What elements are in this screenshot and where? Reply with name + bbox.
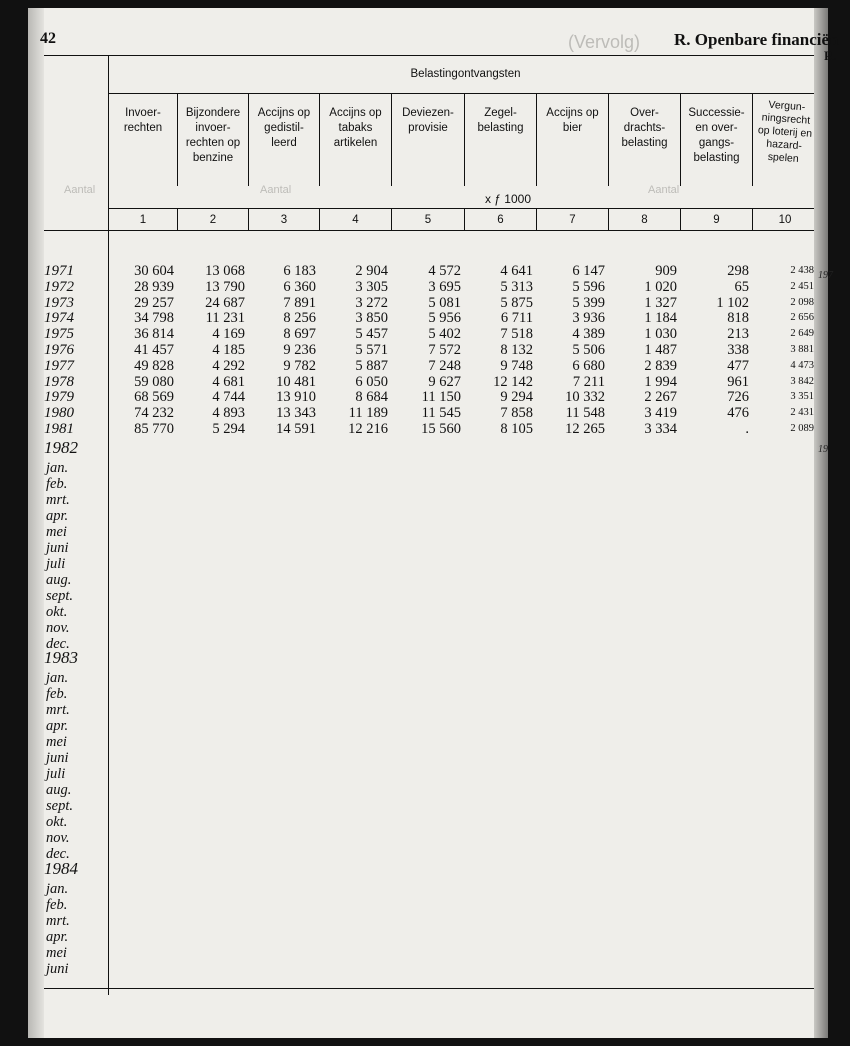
column-header-line: Deviezen- [402, 107, 454, 119]
column-header-6 [465, 106, 536, 136]
column-header-8 [609, 106, 680, 151]
table-cell: 11 150 [421, 389, 461, 406]
column-header-line: gangs- [698, 137, 735, 149]
column-header-line: Accijns op [329, 107, 382, 119]
table-cell: 30 604 [134, 263, 174, 279]
column-number: 10 [778, 214, 792, 226]
table-cell: 2 098 [790, 296, 814, 308]
table-cell: 41 457 [134, 342, 174, 358]
table-cell: 8 132 [500, 342, 533, 358]
table-cell: 7 891 [283, 294, 316, 311]
table-cell: 3 419 [644, 405, 677, 422]
table-cell: 2 839 [644, 357, 677, 374]
table-cell: 5 294 [212, 421, 245, 437]
table-cell: 34 798 [134, 310, 174, 327]
month-label: mrt. [46, 913, 70, 929]
month-label: feb. [46, 476, 68, 492]
table-cell: 85 770 [134, 421, 174, 437]
month-label: mrt. [46, 492, 70, 508]
column-number: 4 [352, 214, 359, 226]
table-cell: 6 147 [572, 263, 605, 279]
month-label: feb. [46, 897, 68, 913]
table-cell: 4 744 [212, 389, 245, 406]
group-title: Belastingontvangsten [410, 68, 521, 80]
column-header-line: artikelen [333, 137, 378, 149]
row-year-label: 1978 [44, 373, 74, 390]
table-cell: 7 858 [500, 405, 533, 422]
table-cell: 68 569 [134, 389, 174, 406]
month-label: juli [46, 766, 66, 782]
table-cell: 29 257 [134, 294, 174, 311]
table-cell: 4 389 [572, 326, 605, 343]
month-label: jan. [46, 670, 69, 686]
clipped-text: 19 [818, 444, 828, 455]
column-header-line: Accijns op [546, 107, 599, 119]
table-cell: 5 402 [428, 326, 461, 343]
show-through-text: Aantal [648, 184, 680, 196]
column-header-line: hazard- [765, 137, 803, 153]
table-bottom-rule [44, 988, 814, 989]
column-header-line: belasting [477, 122, 524, 134]
column-number: 9 [713, 214, 720, 226]
table-cell: 3 695 [428, 278, 461, 295]
table-cell: 11 545 [421, 405, 461, 422]
month-label: mrt. [46, 702, 70, 718]
table-cell: 338 [727, 342, 749, 358]
table-cell: 13 343 [276, 405, 316, 422]
row-year-label: 1975 [44, 326, 74, 343]
column-number: 3 [280, 214, 288, 226]
table-cell: 818 [727, 310, 749, 327]
page [28, 8, 839, 1038]
table-cell: 13 790 [205, 278, 245, 295]
table-cell: 5 596 [572, 278, 605, 295]
table-cell: 1 487 [644, 342, 677, 358]
column-header-line: spelen [767, 150, 800, 166]
page-curl-edge [814, 8, 828, 1038]
column-number: 7 [569, 214, 576, 226]
month-label: nov. [46, 620, 70, 636]
table-cell: 2 431 [790, 407, 814, 419]
column-header-line: invoer- [195, 122, 231, 134]
table-cell: 12 142 [493, 373, 533, 390]
month-label: dec. [46, 846, 70, 862]
row-year-label: 1976 [44, 342, 74, 358]
column-header-line: provisie [408, 122, 448, 134]
column-header-line: drachts- [623, 122, 666, 134]
month-label: apr. [46, 718, 69, 734]
stub-rule [108, 55, 109, 995]
table-cell: 3 351 [790, 391, 814, 403]
month-label: nov. [46, 830, 70, 846]
month-label: juli [46, 556, 66, 572]
table-cell: 5 081 [428, 294, 461, 311]
column-number: 8 [641, 214, 648, 226]
column-header-line: belasting [621, 137, 668, 149]
table-cell: 10 332 [565, 389, 605, 406]
month-label: mei [46, 524, 67, 540]
row-year-label: 1971 [44, 263, 74, 279]
row-year-label: 1977 [44, 357, 74, 374]
table-cell: 4 572 [428, 263, 461, 279]
group-rule [108, 93, 814, 94]
table-cell: 2 089 [790, 423, 814, 434]
table-cell: 11 189 [348, 405, 388, 422]
month-label: apr. [46, 929, 69, 945]
table-cell: 59 080 [134, 373, 174, 390]
clipped-text: 197 [818, 270, 833, 281]
table-cell: 9 627 [428, 373, 461, 390]
table-cell: 4 473 [790, 359, 814, 371]
month-label: juni [46, 750, 69, 766]
table-cell: 3 842 [790, 375, 814, 387]
table-cell: 7 211 [572, 373, 605, 390]
month-label: feb. [46, 686, 68, 702]
row-year-label: 1974 [44, 310, 74, 327]
table-cell: 5 887 [355, 357, 388, 374]
table-cell: 12 265 [565, 421, 605, 437]
table-cell: 13 068 [205, 263, 245, 279]
table-cell: 1 184 [644, 310, 677, 327]
table-cell: 5 399 [572, 294, 605, 311]
column-header-line: benzine [192, 152, 234, 164]
table-cell: 8 684 [355, 389, 388, 406]
table-cell: 6 680 [572, 357, 605, 374]
column-number: 6 [497, 214, 504, 226]
table-cell: 4 185 [212, 342, 245, 358]
table-cell: 5 956 [428, 310, 461, 327]
page-number: 42 [40, 30, 56, 47]
column-header-line: en over- [695, 122, 738, 134]
month-label: sept. [46, 798, 73, 814]
table-cell: 1 327 [644, 294, 677, 311]
month-label: dec. [46, 636, 70, 652]
table-cell: 4 681 [212, 373, 245, 390]
table-cell: 909 [655, 263, 677, 279]
column-header-line: belasting [693, 152, 740, 164]
table-cell: 6 711 [500, 310, 533, 327]
table-cell: 6 050 [355, 373, 388, 390]
column-header-line: tabaks [338, 122, 373, 134]
table-cell: 11 548 [565, 405, 605, 422]
header-bottom-rule [44, 230, 814, 231]
column-header-line: leerd [271, 137, 297, 149]
column-header-line: Zegel- [484, 107, 517, 119]
table-cell: 5 457 [355, 326, 388, 343]
table-cell: 3 272 [355, 294, 388, 311]
column-header-line: bier [562, 122, 583, 134]
table-cell: 2 267 [644, 389, 677, 406]
table-cell: 6 360 [283, 278, 316, 295]
month-label: mei [46, 734, 67, 750]
month-label: mei [46, 945, 67, 961]
table-cell: 4 292 [212, 357, 245, 374]
unit-label: x ƒ 1000 [484, 192, 532, 206]
month-label: okt. [46, 814, 68, 830]
table-cell: 8 105 [500, 421, 533, 437]
binding-gutter [28, 8, 44, 1038]
month-label: apr. [46, 508, 69, 524]
column-header-line: rechten op [185, 137, 241, 149]
column-number: 1 [139, 214, 147, 226]
table-cell: 9 748 [500, 357, 533, 374]
table-cell: 4 893 [212, 405, 245, 422]
table-cell: 726 [727, 389, 749, 406]
column-number: 5 [424, 214, 432, 226]
table-cell: 476 [727, 405, 749, 422]
column-header-line: Successie- [688, 107, 745, 119]
table-cell: 74 232 [134, 405, 174, 422]
column-header-4 [320, 106, 391, 151]
column-header-line: gedistil- [264, 122, 304, 134]
table-cell: 3 334 [644, 421, 677, 437]
table-cell: 7 572 [428, 342, 461, 358]
table-cell: 3 881 [790, 344, 814, 355]
column-header-line: Accijns op [257, 107, 311, 119]
column-header-line: Vergun- [768, 98, 806, 114]
table-cell: 7 518 [500, 326, 533, 343]
table-cell: 4 169 [212, 326, 245, 343]
row-year-label: 1972 [44, 278, 74, 295]
table-cell: 2 649 [790, 328, 814, 340]
month-label: jan. [46, 460, 69, 476]
unit-rule [108, 208, 814, 209]
table-cell: 2 438 [790, 265, 814, 276]
table-cell: 1 020 [644, 278, 677, 295]
show-through-text: Aantal [260, 184, 292, 196]
table-cell: 24 687 [205, 294, 245, 311]
table-cell: 8 256 [283, 310, 316, 327]
column-header-9 [681, 106, 752, 166]
section-heading: R. Openbare financiën [674, 30, 839, 49]
table-cell: 961 [727, 373, 749, 390]
table-cell: 8 697 [283, 326, 316, 343]
month-label: okt. [46, 604, 68, 620]
table-cell: 5 875 [500, 294, 533, 311]
column-header-3 [249, 106, 319, 151]
table-cell: 15 560 [421, 421, 461, 437]
table-cell: 28 939 [134, 278, 174, 295]
show-through-text: (Vervolg) [568, 32, 641, 52]
month-label: juni [46, 961, 69, 977]
table-cell: 3 305 [355, 278, 388, 295]
column-header-line: rechten [123, 122, 163, 134]
month-label: juni [46, 540, 69, 556]
column-header-line: Bijzondere [185, 107, 241, 119]
column-header-7 [537, 106, 608, 136]
table-cell: 11 231 [205, 310, 245, 327]
table-cell: 2 451 [790, 280, 814, 292]
column-header-5 [392, 106, 464, 136]
table-cell: 12 216 [348, 421, 388, 437]
col-divider [752, 208, 753, 230]
column-number: 2 [209, 214, 217, 226]
table-cell: 4 641 [500, 263, 533, 279]
table-cell: 477 [727, 357, 749, 374]
table-top-rule [44, 55, 814, 56]
month-label: jan. [46, 881, 69, 897]
next-page-heading: R. [824, 48, 837, 63]
table-cell: 1 030 [644, 326, 677, 343]
table-cell: 5 313 [500, 278, 533, 295]
row-year-label: 1973 [44, 294, 74, 311]
table-cell: 3 850 [355, 310, 388, 327]
column-header-line: Invoer- [125, 107, 161, 119]
table-cell: 1 102 [716, 294, 749, 311]
show-through-text: Aantal [64, 184, 96, 196]
year-heading-1983: 1983 [44, 648, 78, 667]
table-cell: 2 904 [355, 263, 388, 279]
month-label: sept. [46, 588, 73, 604]
table-cell: 3 936 [572, 310, 605, 327]
year-heading-1982: 1982 [44, 438, 78, 457]
column-header-line: op loterij en [757, 124, 813, 140]
table-cell: 49 828 [134, 357, 174, 374]
column-header-line: ningsrecht [761, 111, 811, 127]
row-year-label: 1980 [44, 405, 74, 422]
table-cell: 213 [727, 326, 749, 343]
table-cell: 10 481 [276, 373, 316, 390]
table-cell: 9 236 [283, 342, 316, 358]
table-cell: 9 294 [500, 389, 533, 406]
table-cell: 9 782 [283, 357, 316, 374]
table-cell: 6 183 [283, 263, 316, 279]
year-heading-1984: 1984 [44, 859, 78, 878]
table-cell: 36 814 [134, 326, 174, 343]
column-header-2 [178, 106, 248, 166]
table-cell: 5 506 [572, 342, 605, 358]
month-label: aug. [46, 782, 72, 798]
column-header-line: Over- [630, 107, 659, 119]
row-year-label: 1981 [44, 421, 74, 437]
column-header-1 [110, 106, 176, 136]
table-cell: 5 571 [355, 342, 388, 358]
table-cell: 298 [727, 263, 749, 279]
table-cell: 1 994 [644, 373, 677, 390]
table-cell: 65 [734, 278, 749, 295]
month-label: aug. [46, 572, 72, 588]
table-cell: 7 248 [428, 357, 461, 374]
row-year-label: 1979 [44, 389, 74, 406]
table-cell: 2 656 [790, 312, 814, 324]
table-cell: . [745, 421, 749, 437]
table-cell: 13 910 [276, 389, 316, 406]
column-header-10 [752, 98, 818, 167]
table-cell: 14 591 [276, 421, 316, 437]
